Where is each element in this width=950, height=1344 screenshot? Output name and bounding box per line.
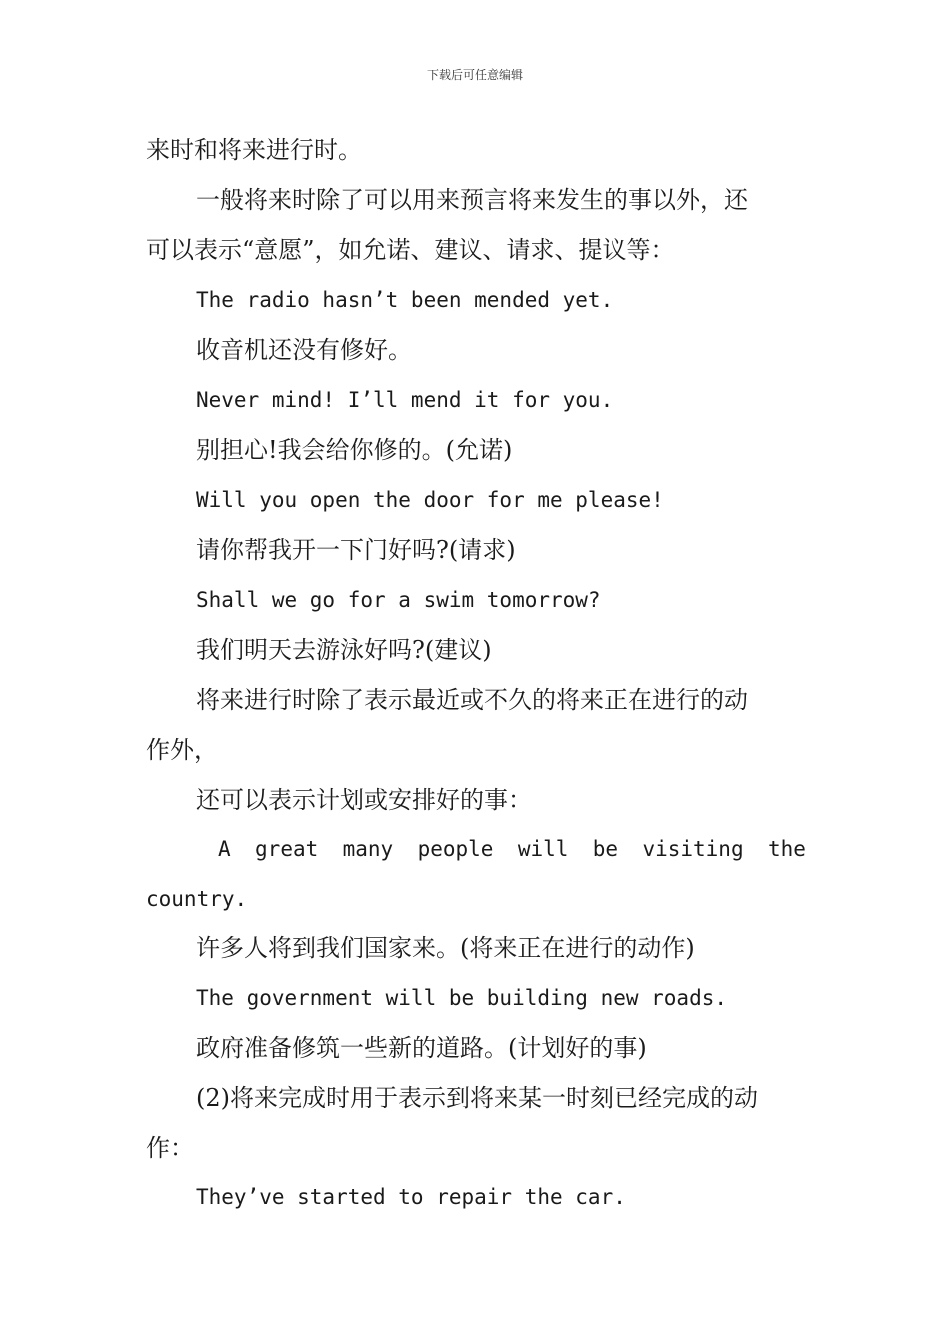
english-example: Will you open the door for me please! xyxy=(196,488,664,512)
word: will xyxy=(517,837,569,861)
english-example: Never mind! I’ll mend it for you. xyxy=(196,388,614,412)
word: A xyxy=(218,837,231,861)
text-line: 来时和将来进行时。 xyxy=(146,136,362,164)
chinese-translation: 政府准备修筑一些新的道路。(计划好的事) xyxy=(196,1034,647,1062)
english-example-justified xyxy=(218,833,806,865)
text-line: (2)将来完成时用于表示到将来某一时刻已经完成的动 xyxy=(196,1084,758,1112)
english-example: The government will be building new roads. xyxy=(196,986,728,1010)
english-example: Shall we go for a swim tomorrow? xyxy=(196,588,601,612)
chinese-translation: 许多人将到我们国家来。(将来正在进行的动作) xyxy=(196,934,695,962)
chinese-translation: 别担心!我会给你修的。(允诺) xyxy=(196,436,513,464)
page-header: 下载后可任意编辑 xyxy=(426,68,523,82)
chinese-translation: 我们明天去游泳好吗?(建议) xyxy=(196,636,492,664)
chinese-translation: 收音机还没有修好。 xyxy=(196,336,412,364)
english-example: The radio hasn’t been mended yet. xyxy=(196,288,614,312)
word: great xyxy=(255,837,319,861)
word: visiting xyxy=(642,837,744,861)
text-line: 作外， xyxy=(146,736,218,764)
text-line: 将来进行时除了表示最近或不久的将来正在进行的动 xyxy=(196,686,748,714)
text-line: 一般将来时除了可以用来预言将来发生的事以外，还 xyxy=(196,186,748,214)
text-line: 可以表示“意愿”，如允诺、建议、请求、提议等： xyxy=(146,236,675,264)
word: be xyxy=(592,837,619,861)
english-example: country. xyxy=(146,887,248,911)
word: the xyxy=(767,837,806,861)
english-example: They’ve started to repair the car. xyxy=(196,1185,626,1209)
text-line: 还可以表示计划或安排好的事： xyxy=(196,786,532,814)
chinese-translation: 请你帮我开一下门好吗?(请求) xyxy=(196,536,516,564)
text-line: 作： xyxy=(146,1134,194,1162)
word: people xyxy=(417,837,494,861)
word: many xyxy=(342,837,394,861)
